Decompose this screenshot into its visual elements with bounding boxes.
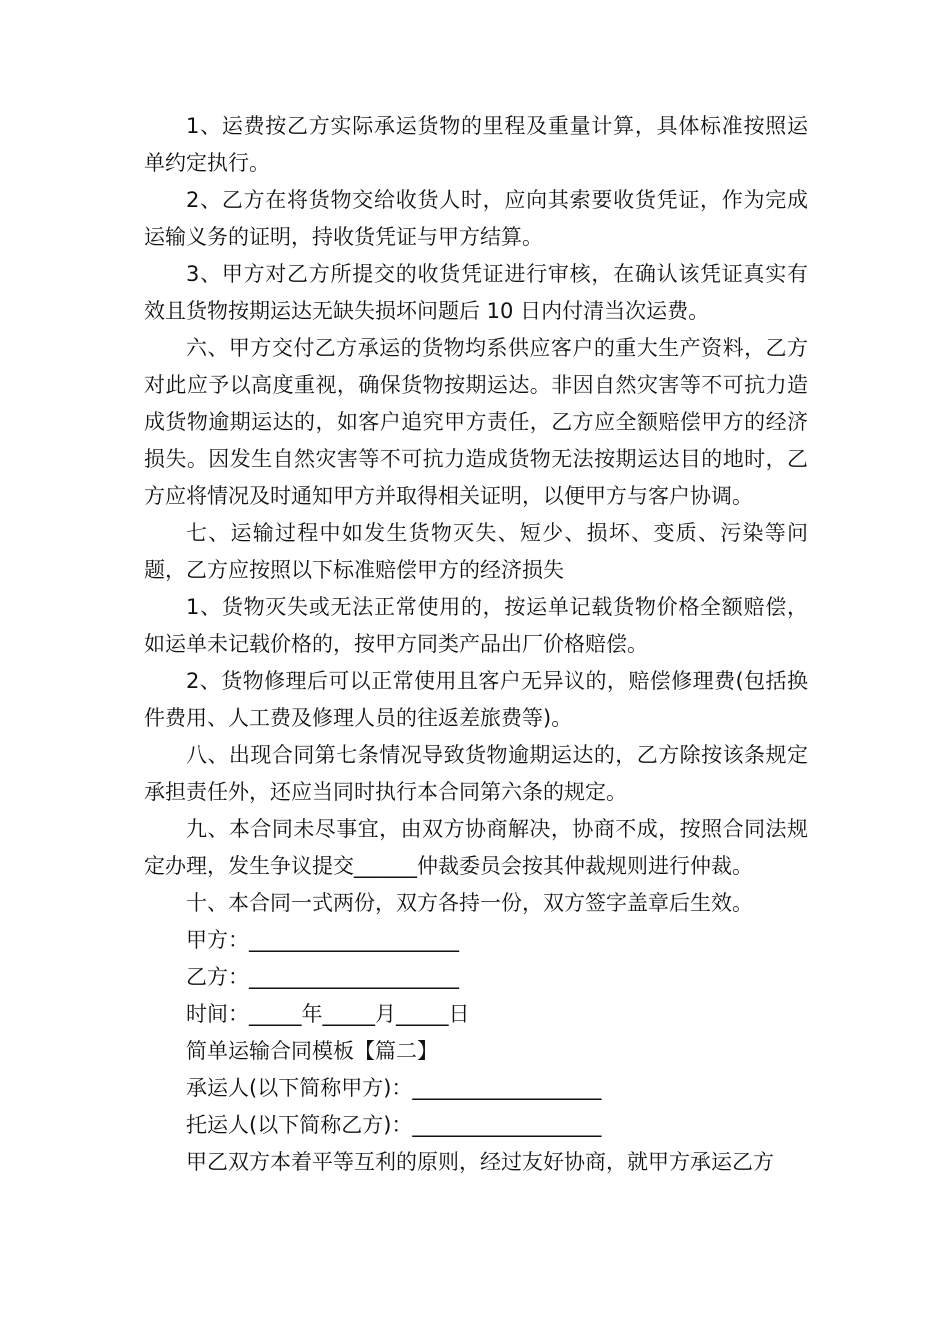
party-b-signature-line: 乙方：____________________ (186, 965, 459, 989)
paragraph-clause-nine: 九、本合同未尽事宜，由双方协商解决，协商不成，按照合同法规定办理，发生争议提交______仲裁委员会按其仲裁规则进行仲裁。 (144, 817, 808, 878)
paragraph-freight-calculation: 1、运费按乙方实际承运货物的里程及重量计算，具体标准按照运单约定执行。 (144, 114, 808, 175)
paragraph-receipt-review: 3、甲方对乙方所提交的收货凭证进行审核，在确认该凭证真实有效且货物按期运达无缺失损坏问题后 10 日内付清当次运费。 (144, 262, 808, 323)
section-title: 简单运输合同模板【篇二】 (186, 1039, 438, 1063)
paragraph-repair-compensation: 2、货物修理后可以正常使用且客户无异议的，赔偿修理费(包括换件费用、人工费及修理人员的往返差旅费等)。 (144, 669, 808, 730)
paragraph-clause-six: 六、甲方交付乙方承运的货物均系供应客户的重大生产资料，乙方对此应予以高度重视，确保货物按期运达。非因自然灾害等不可抗力造成货物逾期运达的，如客户追究甲方责任，乙方应全额赔偿甲方的经济损失。因发生自然灾害等不可抗力造成货物无法按期运达目的地时，乙方应将情况及时通知甲方并取得相关证明，以便甲方与客户协调。 (144, 336, 808, 508)
date-line: 时间：_____年_____月_____日 (186, 1002, 470, 1026)
document-page (144, 108, 808, 1181)
carrier-line: 承运人(以下简称甲方)：__________________ (186, 1076, 602, 1100)
paragraph-clause-seven: 七、运输过程中如发生货物灭失、短少、损坏、变质、污染等问题，乙方应按照以下标准赔偿甲方的经济损失 (144, 521, 808, 582)
paragraph-loss-compensation: 1、货物灭失或无法正常使用的，按运单记载货物价格全额赔偿，如运单未记载价格的，按甲方同类产品出厂价格赔偿。 (144, 595, 808, 656)
party-a-signature-line: 甲方：____________________ (186, 928, 459, 952)
paragraph-clause-eight: 八、出现合同第七条情况导致货物逾期运达的，乙方除按该条规定承担责任外，还应当同时执行本合同第六条的规定。 (144, 743, 808, 804)
shipper-line: 托运人(以下简称乙方)：__________________ (186, 1113, 602, 1137)
paragraph-clause-ten: 十、本合同一式两份，双方各持一份，双方签字盖章后生效。 (186, 891, 753, 915)
paragraph-closing: 甲乙双方本着平等互利的原则，经过友好协商，就甲方承运乙方 (186, 1150, 774, 1174)
paragraph-delivery-receipt: 2、乙方在将货物交给收货人时，应向其索要收货凭证，作为完成运输义务的证明，持收货凭证与甲方结算。 (144, 188, 808, 249)
